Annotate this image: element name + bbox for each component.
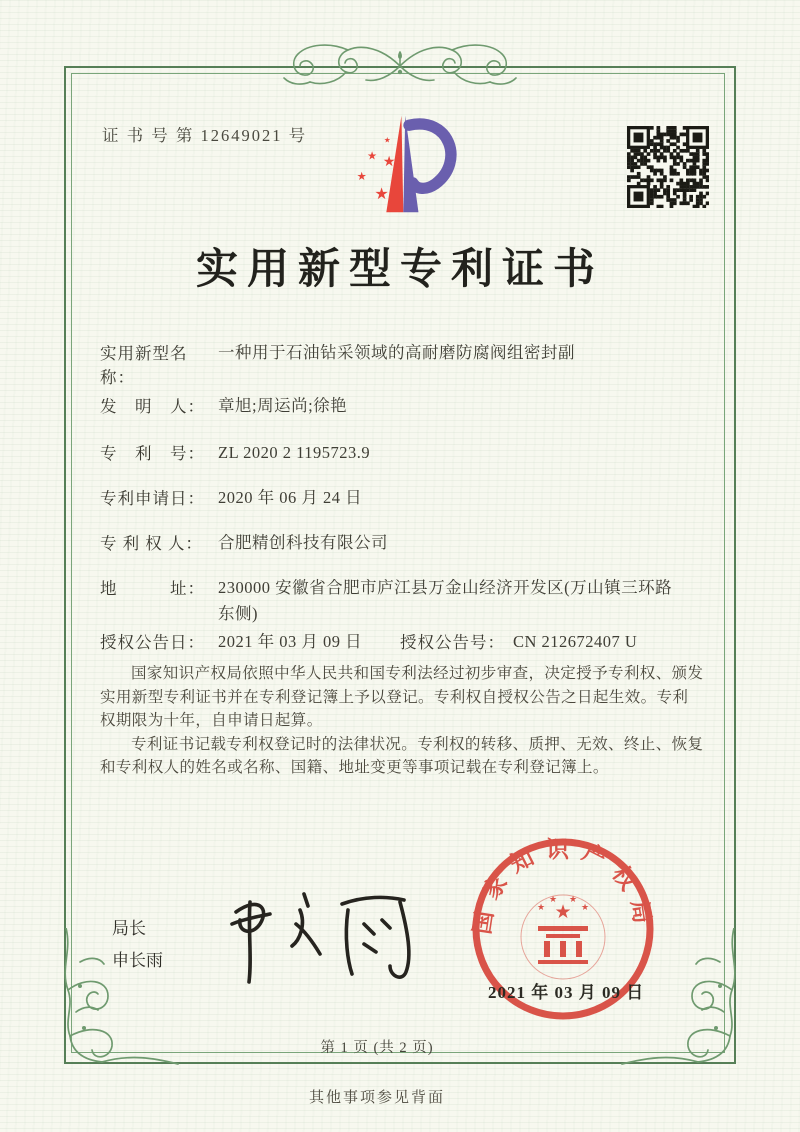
svg-text:★: ★	[356, 169, 367, 184]
field-label: 专 利 号：	[100, 444, 205, 463]
director-signature-icon	[222, 872, 432, 992]
seal-date: 2021 年 03 月 09 日	[488, 983, 645, 1002]
field-value: 一种用于石油钻采领域的高耐磨防腐阀组密封副	[218, 343, 575, 362]
field-label: 授权公告号：	[400, 633, 505, 652]
field-row-address	[100, 575, 673, 626]
svg-text:★: ★	[367, 148, 378, 163]
field-row-filing-date	[100, 485, 362, 511]
svg-text:★: ★	[383, 135, 391, 145]
field-label: 专 利 权 人：	[100, 534, 203, 553]
qr-code	[627, 126, 709, 208]
director-name: 申长雨	[112, 951, 163, 970]
field-value: 2021 年 03 月 09 日	[218, 632, 363, 651]
seal-text: 国家知识产权局	[469, 837, 657, 936]
certificate-number: 证 书 号 第 12649021 号	[102, 126, 308, 145]
back-side-note: 其他事项参见背面	[308, 1090, 445, 1106]
svg-text:★: ★	[548, 895, 558, 905]
field-label: 发 明 人：	[100, 397, 205, 416]
field-label: 地 址：	[100, 579, 205, 598]
field-value: 230000 安徽省合肥市庐江县万金山经济开发区(万山镇三环路东侧)	[218, 578, 673, 623]
director-title: 局长	[112, 919, 146, 938]
field-label: 实用新型名称：	[100, 344, 188, 387]
legal-text-block	[100, 662, 704, 780]
field-value: 章旭;周运尚;徐艳	[218, 396, 348, 415]
certificate-title: 实用新型专利证书	[195, 247, 604, 293]
top-border-ornament-icon	[278, 42, 522, 90]
svg-text:★: ★	[536, 903, 546, 913]
field-value: CN 212672407 U	[513, 632, 638, 651]
legal-paragraph-2: 专利证书记载专利权登记时的法律状况。专利权的转移、质押、无效、终止、恢复和专利权人的姓名或名称、国籍、地址变更等事项记载在专利登记簿上。	[100, 735, 704, 777]
svg-text:★: ★	[554, 901, 572, 923]
svg-text:★: ★	[568, 895, 578, 905]
field-value: ZL 2020 2 1195723.9	[218, 443, 371, 462]
cnipa-logo-icon	[342, 112, 476, 216]
field-row-patentee	[100, 530, 388, 556]
field-row-name	[100, 340, 575, 388]
field-row-grant	[100, 629, 704, 655]
svg-text:★: ★	[382, 153, 396, 170]
field-row-patent-number	[100, 440, 370, 466]
field-value: 2020 年 06 月 24 日	[218, 488, 363, 507]
field-row-inventors	[100, 393, 347, 419]
legal-paragraph-1: 国家知识产权局依照中华人民共和国专利法经过初步审查，决定授予专利权、颁发实用新型专利证书并在专利登记簿上予以登记。专利权自授权公告之日起生效。专利权期限为十年，自申请日起算。	[100, 665, 704, 730]
grant-number-pair	[400, 629, 637, 655]
field-label: 授权公告日：	[100, 633, 205, 652]
field-value: 合肥精创科技有限公司	[218, 533, 388, 552]
svg-text:★: ★	[580, 903, 590, 913]
field-label: 专利申请日：	[100, 489, 205, 508]
svg-text:★: ★	[374, 183, 389, 203]
page-number: 第 1 页 (共 2 页)	[320, 1040, 434, 1056]
